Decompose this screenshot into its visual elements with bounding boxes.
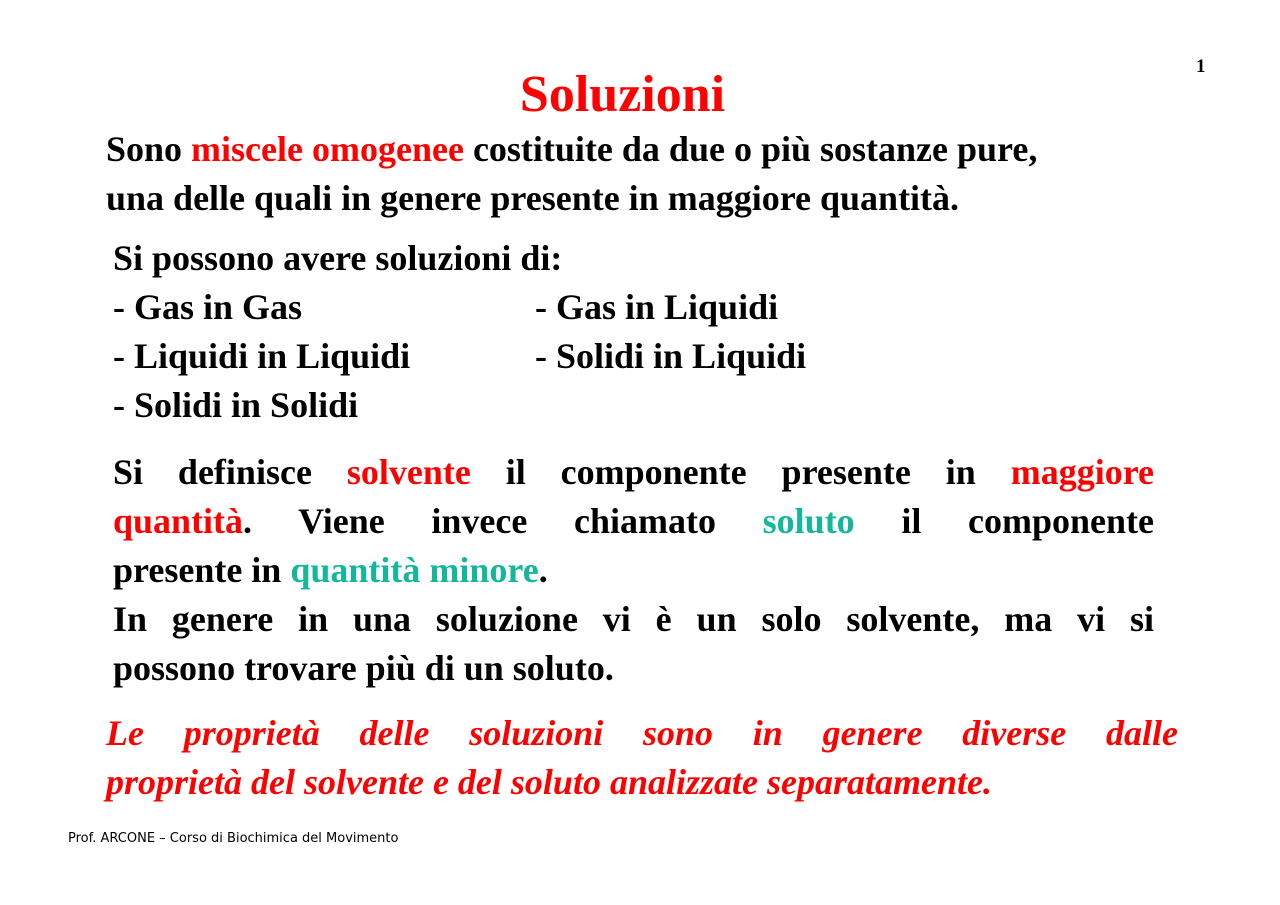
intro-paragraph — [106, 125, 1206, 223]
soluto-term: soluto — [762, 501, 855, 541]
intro-line-1 — [106, 129, 1037, 169]
definition-text: il componente presente in — [470, 452, 1011, 492]
definition-line: In genere in una soluzione vi è un solo solvente, ma vi si — [113, 599, 1154, 639]
definition-text: Si definisce — [113, 452, 347, 492]
type-item: - Gas in Liquidi — [535, 287, 779, 327]
types-row — [113, 332, 1013, 381]
definition-text: . — [538, 550, 548, 590]
definition-text: presente in — [113, 550, 291, 590]
definition-line: possono trovare più di un soluto. — [113, 648, 614, 688]
types-heading: Si possono avere soluzioni di: — [113, 238, 563, 278]
definition-line — [113, 497, 1154, 546]
slide-title: Soluzioni — [519, 66, 726, 123]
types-row — [113, 283, 1013, 332]
definition-text: . Viene invece chiamato — [243, 501, 763, 541]
types-row — [113, 381, 1013, 430]
type-item: - Solidi in Solidi — [113, 385, 359, 425]
intro-highlight: miscele omogenee — [191, 129, 464, 169]
type-item: - Gas in Gas — [113, 287, 303, 327]
definition-line — [113, 448, 1154, 497]
quantita-minore-term: quantità minore — [290, 550, 539, 590]
intro-text: Sono — [106, 129, 192, 169]
definition-line — [113, 546, 1154, 595]
conclusion-paragraph — [106, 709, 1178, 807]
conclusion-line: proprietà del solvente e del soluto analizzate separatamente. — [106, 762, 992, 802]
maggiore-term: maggiore — [1010, 452, 1154, 492]
conclusion-line: Le proprietà delle soluzioni sono in genere diverse dalle — [106, 713, 1178, 753]
quantita-term: quantità — [113, 501, 244, 541]
type-item: - Liquidi in Liquidi — [113, 336, 411, 376]
definition-text: il componente — [854, 501, 1155, 541]
footer-credit: Prof. ARCONE – Corso di Biochimica del Movimento — [68, 831, 399, 846]
page-number: 1 — [1196, 56, 1206, 77]
intro-text: costituite da due o più sostanze pure, — [463, 129, 1038, 169]
definition-paragraph — [113, 448, 1154, 693]
intro-line-2: una delle quali in genere presente in maggiore quantità. — [106, 178, 960, 218]
type-item: - Solidi in Liquidi — [535, 336, 807, 376]
solvente-term: solvente — [346, 452, 471, 492]
solution-types — [113, 234, 1013, 430]
